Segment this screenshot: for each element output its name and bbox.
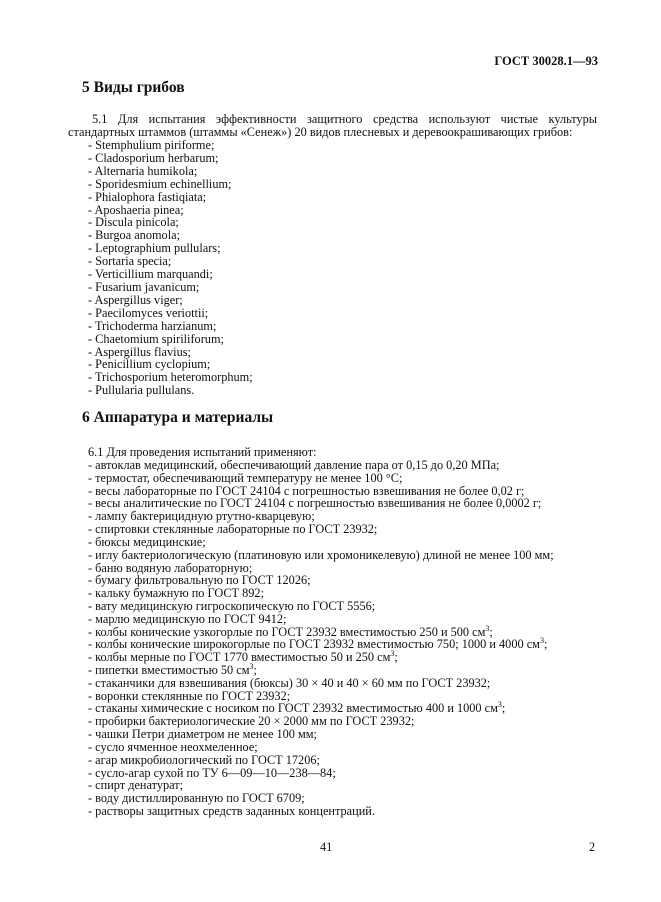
equipment-text: - стаканчики для взвешивания (бюксы) 30 × 40 и 40 × 60 мм по ГОСТ 23932; bbox=[88, 675, 491, 690]
fungus-list-item: - Sortaria specia; bbox=[88, 254, 172, 269]
fungus-list-item: - Discula pinicola; bbox=[88, 215, 179, 230]
section-5-heading: 5 Виды грибов bbox=[82, 79, 185, 96]
section-5-1-paragraph: 5.1 Для испытания эффективности защитного средства используют чистые культуры стандартных штаммов (штаммы «Сенеж») 20 видов плесневых и деревоокрашивающих грибов: bbox=[68, 112, 597, 139]
equipment-text: - спиртовки стеклянные лабораторные по ГОСТ 23932; bbox=[88, 522, 378, 537]
equipment-text: - пипетки вместимостью 50 см bbox=[88, 663, 250, 677]
equipment-text: - воронки стеклянные по ГОСТ 23932; bbox=[88, 688, 291, 703]
equipment-text-tail: ; bbox=[543, 637, 548, 652]
fungus-list-item: - Alternaria humikola; bbox=[88, 163, 198, 178]
equipment-text: - спирт денатурат; bbox=[88, 778, 184, 793]
fungi-list bbox=[88, 139, 253, 397]
fungus-list-item: - Paecilomyces veriottii; bbox=[88, 305, 209, 320]
fungus-list-item: - Stemphulium piriforme; bbox=[88, 138, 215, 152]
section-6-heading: 6 Аппаратура и материалы bbox=[82, 409, 274, 426]
equipment-list bbox=[88, 459, 554, 818]
fungus-list-item: - Trichoderma harzianum; bbox=[88, 318, 217, 333]
equipment-text: - марлю медицинскую по ГОСТ 9412; bbox=[88, 611, 287, 626]
fungus-list-item: - Leptographium pullulars; bbox=[88, 241, 221, 256]
equipment-text: - бумагу фильтровальную по ГОСТ 12026; bbox=[88, 573, 311, 588]
equipment-text-tail: ; bbox=[394, 650, 398, 665]
fungus-list-item: - Cladosporium herbarum; bbox=[88, 150, 219, 165]
equipment-text: - пробирки бактериологические 20 × 2000 мм по ГОСТ 23932; bbox=[88, 714, 415, 729]
fungus-list-item: - Penicillium cyclopium; bbox=[88, 357, 211, 372]
equipment-text: - иглу бактериологическую (платиновую или хромоникелевую) длиной не менее 100 мм; bbox=[88, 547, 554, 562]
equipment-text: - агар микробиологический по ГОСТ 17206; bbox=[88, 752, 320, 767]
fungus-list-item: - Sporidesmium echinellium; bbox=[88, 176, 232, 191]
equipment-text: - весы аналитические по ГОСТ 24104 с погрешностью взвешивания не более 0,0002 г; bbox=[88, 496, 542, 511]
fungus-list-item: - Burgoa anomola; bbox=[88, 228, 180, 243]
equipment-text: - баню водяную лабораторную; bbox=[88, 560, 253, 575]
equipment-text-tail: ; bbox=[501, 701, 506, 716]
section-6-1-paragraph: 6.1 Для проведения испытаний применяют: bbox=[88, 445, 317, 459]
equipment-text: - колбы мерные по ГОСТ 1770 вместимостью 50 и 250 см bbox=[88, 650, 391, 665]
fungus-list-item: - Verticillium marquandi; bbox=[88, 267, 213, 282]
superscript: 3 bbox=[249, 662, 254, 671]
equipment-text: - бюксы медицинские; bbox=[88, 534, 206, 549]
superscript: 3 bbox=[485, 623, 490, 633]
fungus-list-item: - Phialophora fastiqiata; bbox=[88, 189, 207, 204]
equipment-text-tail: ; bbox=[489, 624, 493, 639]
equipment-text: - автоклав медицинский, обеспечивающий давление пара от 0,15 до 0,20 МПа; bbox=[88, 458, 500, 472]
equipment-text: - сусло ячменное неохмеленное; bbox=[88, 739, 258, 754]
equipment-text: - весы лабораторные по ГОСТ 24104 с погрешностью взвешивания не более 0,02 г; bbox=[88, 483, 525, 498]
superscript: 3 bbox=[539, 636, 544, 646]
superscript: 3 bbox=[497, 700, 502, 710]
page-number: 41 bbox=[320, 840, 333, 854]
sheet-number: 2 bbox=[589, 840, 596, 854]
equipment-text: - вату медицинскую гигроскопическую по ГОСТ 5556; bbox=[88, 598, 376, 613]
fungus-list-item: - Pullularia pullulans. bbox=[88, 383, 195, 398]
equipment-text: - чашки Петри диаметром не менее 100 мм; bbox=[88, 727, 317, 742]
equipment-text: - колбы конические узкогорлые по ГОСТ 23932 вместимостью 250 и 500 см bbox=[88, 624, 486, 639]
equipment-text: - растворы защитных средств заданных концентраций. bbox=[88, 803, 375, 818]
fungus-list-item: - Aposhaeria pinea; bbox=[88, 202, 184, 217]
equipment-text: - термостат, обеспечивающий температуру не менее 100 °С; bbox=[88, 470, 403, 485]
fungus-list-item: - Aspergillus flavius; bbox=[88, 344, 191, 359]
fungus-list-item: - Fusarium javanicum; bbox=[88, 279, 200, 294]
fungus-list-item: - Chaetomium spiriliforum; bbox=[88, 331, 224, 346]
equipment-text: - воду дистиллированную по ГОСТ 6709; bbox=[88, 791, 305, 806]
fungus-list-item: - Trichosporium heteromorphum; bbox=[88, 370, 253, 385]
equipment-text: - лампу бактерицидную ртутно-кварцевую; bbox=[88, 509, 315, 524]
document-code: ГОСТ 30028.1—93 bbox=[494, 54, 598, 68]
superscript: 3 bbox=[390, 649, 395, 659]
equipment-text-tail: ; bbox=[253, 663, 257, 677]
equipment-text: - кальку бумажную по ГОСТ 892; bbox=[88, 586, 264, 601]
equipment-text: - сусло-агар сухой по ТУ 6—09—10—238—84; bbox=[88, 765, 336, 780]
fungus-list-item: - Aspergillus viger; bbox=[88, 292, 183, 307]
equipment-list-item bbox=[88, 805, 554, 818]
equipment-text: - колбы конические широкогорлые по ГОСТ 23932 вместимостью 750; 1000 и 4000 см bbox=[88, 637, 540, 652]
equipment-text: - стаканы химические с носиком по ГОСТ 23932 вместимостью 400 и 1000 см bbox=[88, 701, 498, 716]
